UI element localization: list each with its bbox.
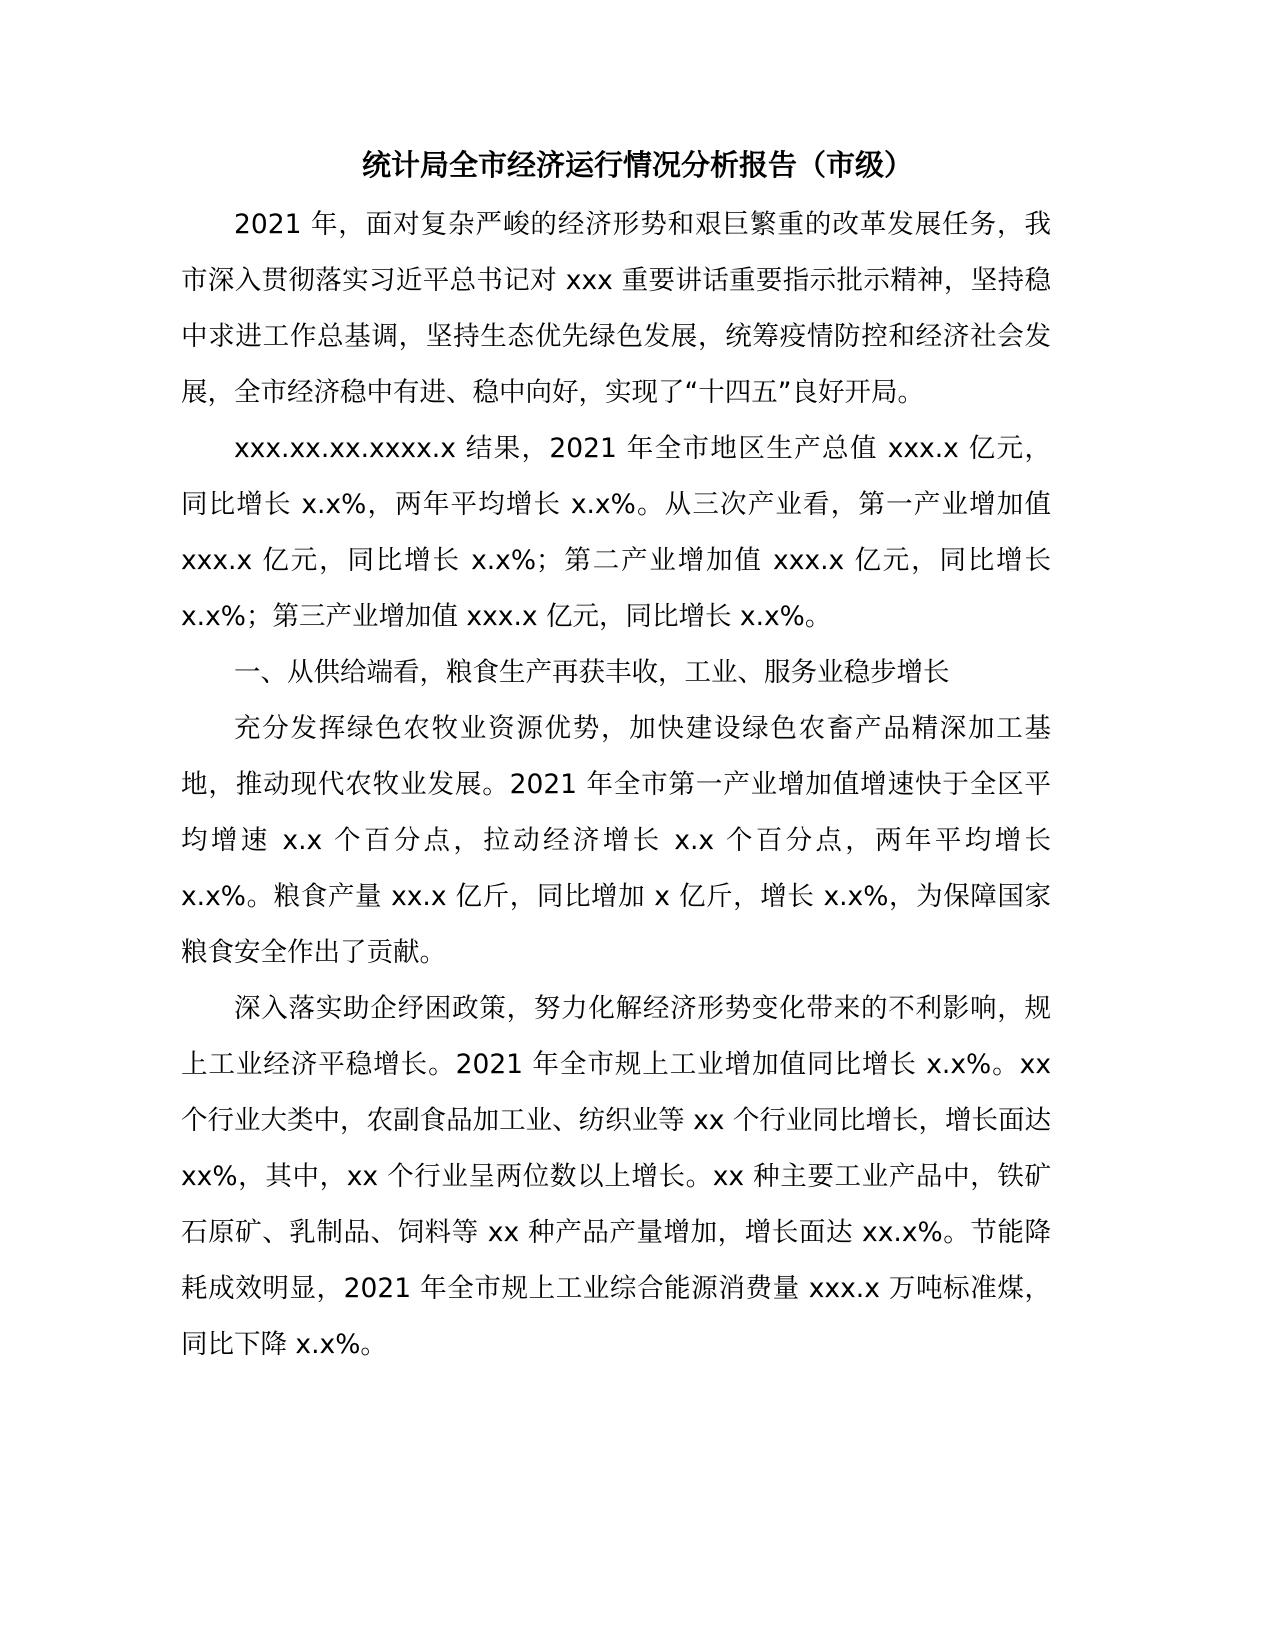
paragraph-intro: 2021 年，面对复杂严峻的经济形势和艰巨繁重的改革发展任务，我市深入贯彻落实习近平总书记对 xxx 重要讲话重要指示批示精神，坚持稳中求进工作总基调，坚持生态优先绿色发展，统筹疫情防控和经济社会发展，全市经济稳中有进、稳中向好，实现了“十四五”良好开局。 (181, 209, 1051, 408)
section-heading-supply: 一、从供给端看，粮食生产再获丰收，工业、服务业稳步增长 (234, 657, 950, 688)
paragraph-industry: 深入落实助企纾困政策，努力化解经济形势变化带来的不利影响，规上工业经济平稳增长。2021 年全市规上工业增加值同比增长 x.x%。xx 个行业大类中，农副食品加工业、纺织业等 xx 个行业同比增长，增长面达 xx%，其中，xx 个行业呈两位数以上增长。xx 种主要工业产品中，铁矿石原矿、乳制品、饲料等 xx 种产品产量增加，增长面达 xx.x%。节能降耗成效明显，2021 年全市规上工业综合能源消费量 xxx.x 万吨标准煤，同比下降 x.x%。 (181, 993, 1051, 1360)
document-title: 统计局全市经济运行情况分析报告（市级） (361, 148, 913, 182)
document-body (181, 197, 1051, 1373)
paragraph-agriculture: 充分发挥绿色农牧业资源优势，加快建设绿色农畜产品精深加工基地，推动现代农牧业发展。2021 年全市第一产业增加值增速快于全区平均增速 x.x 个百分点，拉动经济增长 x.x 个百分点，两年平均增长 x.x%。粮食产量 xx.x 亿斤，同比增加 x 亿斤，增长 x.x%，为保障国家粮食安全作出了贡献。 (181, 713, 1051, 968)
paragraph-gdp: xxx.xx.xx.xxxx.x 结果，2021 年全市地区生产总值 xxx.x 亿元，同比增长 x.x%，两年平均增长 x.x%。从三次产业看，第一产业增加值 xxx.x 亿元，同比增长 x.x%；第二产业增加值 xxx.x 亿元，同比增长 x.x%；第三产业增加值 xxx.x 亿元，同比增长 x.x%。 (181, 433, 1051, 632)
